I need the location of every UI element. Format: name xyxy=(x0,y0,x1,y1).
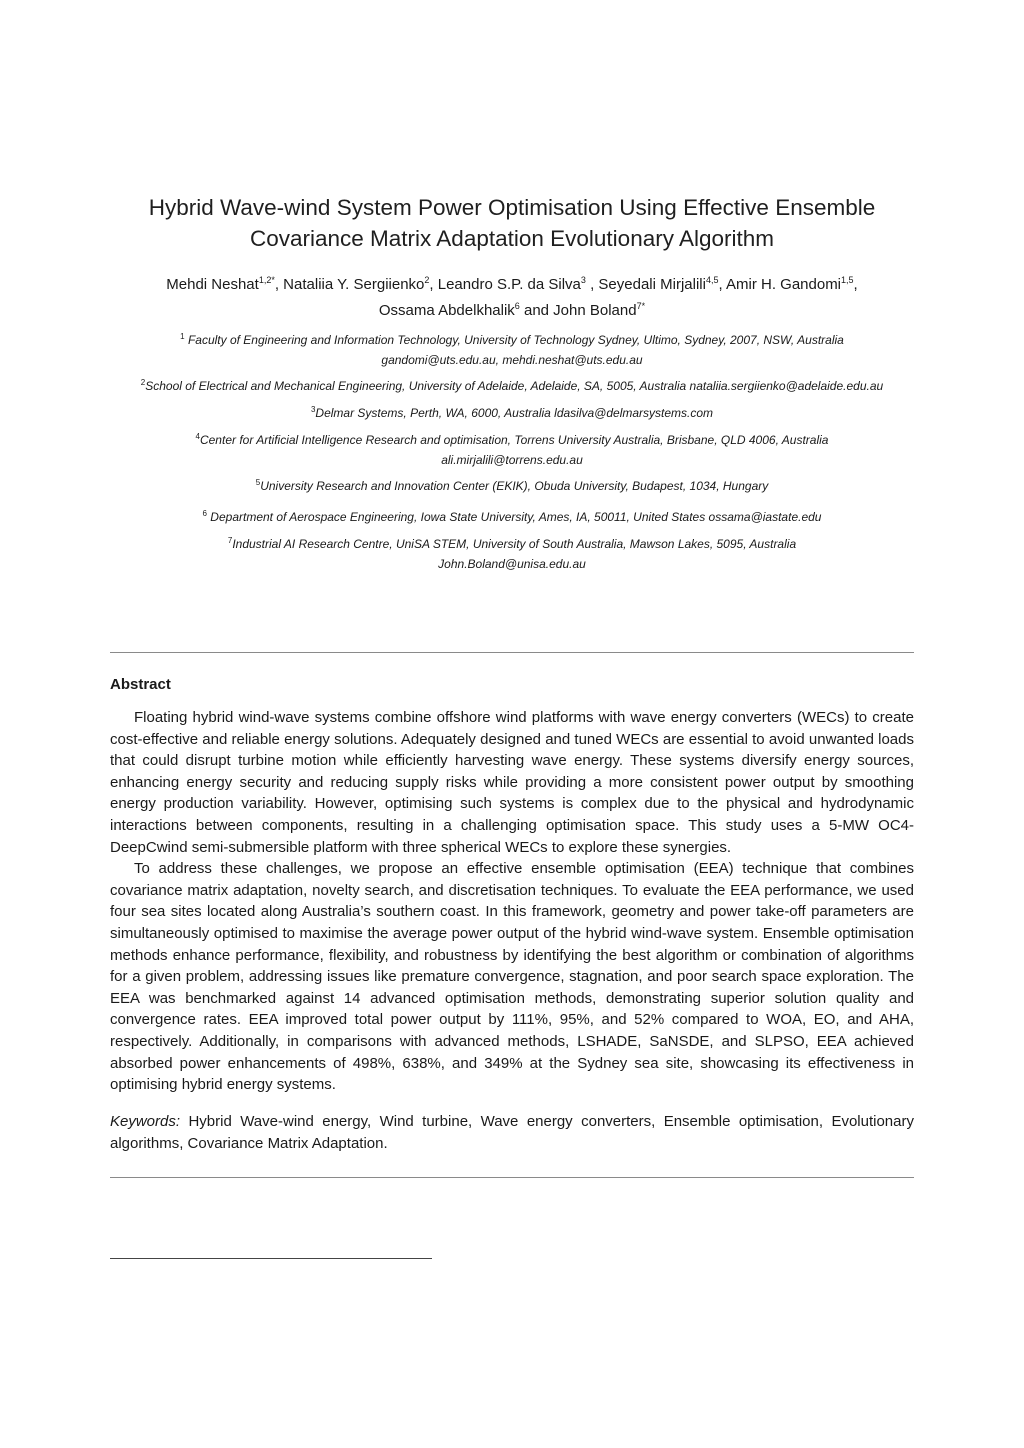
title-line-2: Covariance Matrix Adaptation Evolutionary Algorithm xyxy=(249,226,774,251)
affiliation-3 xyxy=(110,403,914,423)
abstract-paragraph-1: Floating hybrid wind-wave systems combine offshore wind platforms with wave energy converters (WECs) to create cost-effective and reliable energy solutions. Adequately designed and tuned WECs are essential to avoid unwanted loads that could disrupt turbine motion while efficiently harvesting wave energy. These systems diversify energy sources, enhancing energy security and reducing supply risks while providing a more consistent power output by smoothing energy production variability. However, optimising such systems is complex due to the physical and hydrodynamic interactions between components, resulting in a challenging optimisation space. This study uses a 5-MW OC4-DeepCwind semi-submersible platform with three spherical WECs to explore these synergies. xyxy=(110,709,914,856)
author-separator: , xyxy=(853,276,858,293)
affiliation-text: Department of Aerospace Engineering, Iowa State University, Ames, IA, 50011, United States ossama@iastate.edu xyxy=(206,510,822,524)
author-list xyxy=(110,272,914,324)
affiliation-email: John.Boland@unisa.edu.au xyxy=(438,557,586,571)
keywords-label: Keywords: xyxy=(110,1113,181,1130)
affiliation-marker: 2 xyxy=(140,378,146,387)
affiliation-marker: 4 xyxy=(195,432,200,441)
abstract-bottom-divider xyxy=(110,1177,914,1178)
author-name: , Amir H. Gandomi xyxy=(718,276,842,293)
affiliation-marker: 6 xyxy=(202,509,207,518)
title-line-1: Hybrid Wave-wind System Power Optimisation Using Effective Ensemble xyxy=(148,195,876,220)
author-marker: 1,2* xyxy=(258,275,275,285)
author-marker: 6 xyxy=(514,301,520,311)
paper-title xyxy=(110,192,914,254)
affiliation-text: School of Electrical and Mechanical Engineering, University of Adelaide, Adelaide, SA, 5005, Australia nataliia.sergiienko@adelaide.edu.au xyxy=(145,379,884,393)
affiliation-text: Industrial AI Research Centre, UniSA STEM, University of South Australia, Mawson Lakes, 5095, Australia xyxy=(232,537,797,551)
author-name: , Seyedali Mirjalili xyxy=(585,276,706,293)
affiliation-email: gandomi@uts.edu.au, mehdi.neshat@uts.edu.au xyxy=(381,353,643,367)
author-marker: 1,5 xyxy=(841,275,854,285)
keywords-text: Hybrid Wave-wind energy, Wind turbine, Wave energy converters, Ensemble optimisation, Evolutionary algorithms, Covariance Matrix Adaptation. xyxy=(110,1113,914,1152)
affiliation-marker: 7 xyxy=(227,536,233,545)
affiliation-text: Delmar Systems, Perth, WA, 6000, Australia ldasilva@delmarsystems.com xyxy=(315,406,714,420)
abstract-body xyxy=(110,707,914,1096)
author-marker: 4,5 xyxy=(705,275,719,285)
abstract-paragraph-2: To address these challenges, we propose an effective ensemble optimisation (EEA) technique that combines covariance matrix adaptation, novelty search, and discretisation techniques. To evaluate the EEA performance, we used four sea sites located along Australia’s southern coast. In this framework, geometry and power take-off parameters are simultaneously optimised to maximise the average power output of the hybrid wind-wave system. Ensemble optimisation methods enhance performance, flexibility, and robustness by identifying the best algorithm or combination of algorithms for a given problem, addressing issues like premature convergence, stagnation, and poor search space exploration. The EEA was benchmarked against 14 advanced optimisation methods, demonstrating superior solution quality and convergence rates. EEA improved total power output by 111%, 95%, and 52% compared to WOA, EO, and AHA, respectively. Additionally, in comparisons with advanced methods, LSHADE, SaNSDE, and SLPSO, EEA achieved absorbed power enhancements of 498%, 638%, and 349% at the Sydney sea site, showcasing its effectiveness in optimising hybrid energy systems. xyxy=(110,860,914,1094)
affiliation-5 xyxy=(110,476,914,496)
author-name: and John Boland xyxy=(519,302,637,319)
abstract-top-divider xyxy=(110,652,914,653)
affiliation-marker: 5 xyxy=(255,478,261,487)
affiliation-2 xyxy=(110,376,914,396)
affiliation-7 xyxy=(110,534,914,574)
affiliation-marker: 1 xyxy=(180,332,185,341)
affiliation-email: ali.mirjalili@torrens.edu.au xyxy=(441,453,583,467)
abstract-heading: Abstract xyxy=(110,676,171,693)
affiliation-1 xyxy=(110,330,914,370)
author-marker: 7* xyxy=(636,301,646,311)
author-name: Ossama Abdelkhalik xyxy=(378,302,515,319)
author-marker: 3 xyxy=(580,275,586,285)
author-marker: 2 xyxy=(424,275,430,285)
author-name: Mehdi Neshat xyxy=(166,276,259,293)
affiliation-6 xyxy=(110,507,914,527)
affiliation-4 xyxy=(110,430,914,470)
author-line-2 xyxy=(110,298,914,324)
author-name: , Leandro S.P. da Silva xyxy=(429,276,581,293)
affiliation-text: Faculty of Engineering and Information Technology, University of Technology Sydney, Ultimo, Sydney, 2007, NSW, Australia xyxy=(184,333,844,347)
author-line-1 xyxy=(110,272,914,298)
footnote-divider xyxy=(110,1258,432,1259)
keywords xyxy=(110,1111,914,1154)
affiliation-text: Center for Artificial Intelligence Research and optimisation, Torrens University Australia, Brisbane, QLD 4006, Australia xyxy=(199,433,829,447)
affiliation-text: University Research and Innovation Center (EKIK), Obuda University, Budapest, 1034, Hungary xyxy=(260,479,769,493)
affiliation-marker: 3 xyxy=(310,405,316,414)
author-name: , Nataliia Y. Sergiienko xyxy=(274,276,425,293)
